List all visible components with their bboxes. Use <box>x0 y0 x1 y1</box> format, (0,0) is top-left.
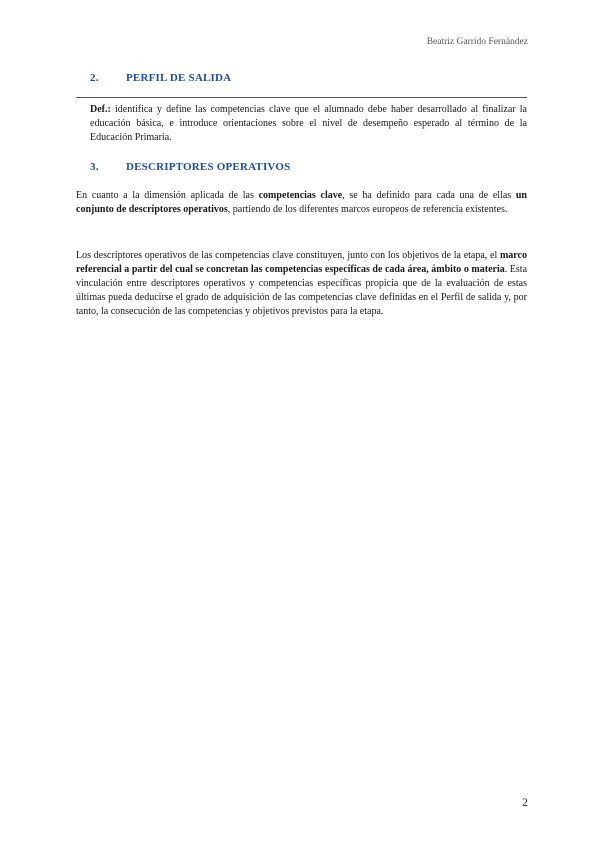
bold-run: competencias clave <box>258 190 343 201</box>
bold-run: marco referencial a partir del cual se concretan las competencias específicas de cada área, ámbito o materia <box>76 250 527 275</box>
bold-run: un conjunto de descriptores operativos <box>76 190 527 215</box>
page-number: 2 <box>522 795 528 809</box>
definition-text <box>90 103 527 145</box>
header-author: Beatriz Garrido Fernández <box>426 37 528 47</box>
section-title: PERFIL DE SALIDA <box>126 72 232 84</box>
text-run: Los descriptores operativos de las competencias clave constituyen, junto con los objetivos de la etapa, el <box>76 250 500 261</box>
text-run: En cuanto a la dimensión aplicada de las <box>76 190 259 201</box>
paragraph-dimension-aplicada <box>76 189 527 217</box>
text-run: , se ha definido para cada una de ellas <box>342 190 516 201</box>
text-run: , partiendo de los diferentes marcos europeos de referencia existentes. <box>227 204 508 215</box>
section-number: 2. <box>90 72 99 84</box>
definition-block <box>76 97 527 145</box>
section-heading-perfil-de-salida <box>90 72 231 84</box>
definition-label: Def.: <box>90 104 111 115</box>
section-title: DESCRIPTORES OPERATIVOS <box>126 161 291 173</box>
paragraph-descriptores-operativos <box>76 249 527 319</box>
text-run: . Esta vinculación entre descriptores operativos y competencias específicas propicia que de la evaluación de estas últimas pueda deducirse el grado de adquisición de las competencias clave definidas en el Perfil de salida y, por tanto, la consecución de las competencias y objetivos previstos para la etapa. <box>76 264 528 317</box>
definition-body: identifica y define las competencias clave que el alumnado debe haber desarrollado al finalizar la educación básica, e introduce orientaciones sobre el nivel de desempeño esperado al término de la Educación Primaria. <box>90 104 527 143</box>
section-number: 3. <box>90 161 99 173</box>
section-heading-descriptores-operativos <box>90 161 290 173</box>
